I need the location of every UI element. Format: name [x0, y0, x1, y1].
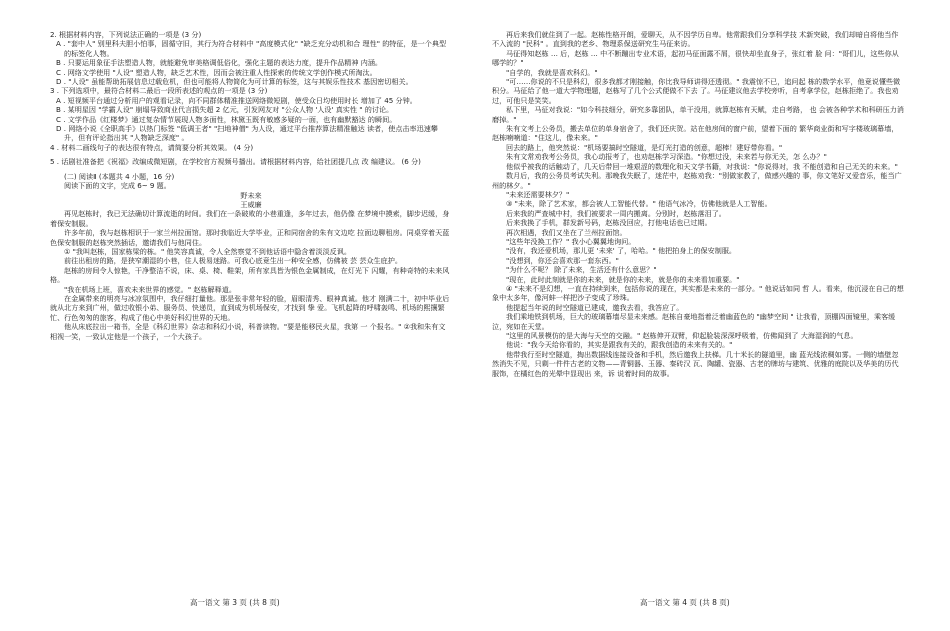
paragraph: 他从床底拉出一箱书，全是《科幻世界》杂志和科幻小说，科普读物。"要是能移民火星，我第 一 个报名。" ②我和朱有文相视一笑，一致认定他是一个孩子，一个大孩子。 — [50, 322, 446, 341]
option-d: D . 网络小说《全职高手》以热门标签 "低调王者" "扫地神僧" 为人设，通过平台推荐算法精准触达 读者，使点击率迅速攀升，但有评论指出其 "人物缺乏深度" 。 — [56, 124, 438, 143]
paragraph: 赵栋的房间令人惊艳，干净整洁不说，床、桌、椅、鞋架，所有家具皆为银色金属制成，在灯光下 闪耀，有种奇特的未来风格。 — [50, 265, 450, 285]
question-4: 4 . 材料二画线句子的表达很有特点，请简要分析其效果。 (4 分) — [50, 142, 254, 152]
question-2-options — [50, 39, 452, 86]
paragraph: 回去的路上，他突然说："机场要搞时空隧道，是灯光打造的创意，超棒！建好带你看。" — [506, 142, 783, 152]
story-text — [50, 209, 452, 341]
paragraph: ③ "未来，除了艺术家，都会被人工智能代替。" 他语气冰冷，仿佛他就是人工智能。 — [506, 199, 772, 209]
page-footer-right: 高一语文 第 4 页 (共 8 页) — [640, 598, 730, 607]
paragraph: "现在，此时此刻就是你的未来，就是你的未来，就是你的未来看加重要。" — [506, 274, 740, 284]
story-text-continued — [492, 30, 904, 378]
paragraph: "为什么不呢？ 除了未来，生活还有什么意思？" — [506, 265, 657, 275]
paragraph: 再后来我们就住到了一起。赵栋性格开朗，爱聊天，从不因学历自卑。他常跟我们分享科学技 术新突破，我们却暗自将他当作不入流的 "民科" 。直到我的老乡、物理系保送研究生马征来访。 — [492, 30, 899, 49]
paragraph: "没想到，你还会喜欢那一套东西。" — [506, 255, 619, 265]
page-footer-left: 高一语文 第 3 页 (共 8 页) — [190, 598, 280, 607]
paragraph: 数月后，我的公务员考试失利。那晚我失眠了，迷茫中，赵栋劝我："别做家教了，做感兴趣的 事，你文笔好又爱音乐，能当广州的林夕。" — [492, 171, 902, 190]
option-a: A . "套中人" 别里科夫胆小怕事，固循守旧，其行为符合材料中 "高度模式化" "缺乏充分动机和合 理性" 的特征，是一个典型的标签化人物。 — [56, 39, 447, 58]
paragraph: 我们乘地铁到机场，巨大的玻璃幕墙尽显未来感。赵栋自豪地指着泛着幽蓝色的 "幽梦空间 " 让我看，顶棚四面镜里，乘客缓泣，宛如在天堂。 — [492, 312, 896, 331]
option-c: C . 文学作品《红楼梦》通过复杂情节展现人物多面性，林黛玉既有敏感多疑的一面，也有幽默豁达 的瞬间。 — [56, 114, 397, 124]
paragraph: 马征得知赵栋 … 后，赵栋 … 中不断蹦出专业术语，起初马征面露不屑，很快却坐直身子，张红着 脸 问："哥们儿，这些你从哪学的？" — [492, 48, 899, 68]
paragraph: ④ "未来不是幻想，一直在持续到来，包括你说的现在，其实都是未来的一部分。" 他说话如同 哲 人。看来，他沉浸在自己的想象中太多年，像河蚌一样把沙子变成了珍珠。 — [492, 283, 904, 303]
question-3: 3 . 下列选项中，最符合材料二最后一段所表述的观点的一项是 (3 分) — [50, 86, 268, 96]
question-2: 2. 根据材料内容，下列说法正确的一项是 (3 分) — [50, 30, 202, 39]
option-b: B . 某明星因 "学霸人设" 崩塌导致商业代言损失超 2 亿元，引发网友对 "公众人物 '人设' 真实性 " 的讨论。 — [56, 105, 394, 115]
option-c: C . 网络文学使用 "人设" 塑造人物，缺乏艺术性，因而会被注重人性探索的传统文学创作模式所淘汰。 — [56, 67, 377, 77]
paragraph: "可……你说的不只是科幻，很多我都才刚接触，你比我导师讲得还透彻。" 我震惊不已，追问起 栋的数学水平，他竟说懂些微积分。马征给了他一道大学物理题，赵栋写了几个公式便做不下去 了。马征建议他去学校旁听，自考拿学位，赵栋拒绝了。我也劝过，可他只是笑笑。 — [492, 77, 901, 105]
paragraph: 朱有文考上公务员，搬去单位的单身宿舍了，我们还庆贺。站在他房间的窗户前，望着下面的 繁华商业街和写字楼玻璃幕墙，赵栋喃喃道："住这儿，像未来。" — [492, 124, 899, 143]
paragraph: "自学的，我就是喜欢科幻。" — [506, 67, 598, 77]
paragraph: "这些年没换工作？" 我小心翼翼地询问。 — [506, 236, 636, 246]
paragraph: 他说："我今天给你看的，其实是跟我有关的，跟我创造的未来有关的。" — [506, 340, 733, 350]
paragraph: 他提起当年说的时空隧道已建成，邀我去看，我答应了。 — [506, 302, 684, 312]
paragraph: "未来还需要林夕？" — [506, 189, 570, 199]
option-b: B . 只要运用象征手法塑造人物，就能避免审美格调低俗化，强化主题的表达力度，提升作品精神 内涵。 — [56, 58, 383, 68]
option-a: A . 短视频平台通过分析用户的观看记录，向不同群体精准推送网络微短剧，使受众日均使用时长 增加了 45 分钟。 — [56, 95, 417, 105]
left-page — [50, 30, 452, 341]
story-author: 王威廉 — [240, 199, 262, 209]
paragraph: "没有，我还爱机场，那儿更 '未来' 了，哈哈。" 他把拍身上的保安制服。 — [506, 246, 737, 256]
reading-instruction: 阅读下面的文字，完成 6~ 9 题。 — [64, 181, 171, 191]
paragraph: 后来我的严查城中村，我们被要求一周内搬离。分别时，赵栋落泪了。 — [506, 208, 726, 218]
paragraph: 私下里，马征对我说："如今科技细分，研究多靠团队，单干没用，就算赵栋有天赋，走自考路， 也 会被各种学术和科研压力消磨掉。" — [492, 105, 904, 124]
paragraph: "我在机场上班，喜欢未来世界的感觉。" 赵栋解释道。 — [64, 284, 236, 294]
question-5: 5 . 话剧社准备把《祝福》改编成微短剧，在学校官方视频号播出。请根据材料内容，给社团提几点 改 编建议。 (6 分) — [50, 157, 421, 167]
option-d: D . "人设" 虽能帮助拓展信息过载危机，但也可能将人物简化为可计算的标签，这与其娱乐性技术 基因密切相关。 — [56, 77, 413, 87]
paragraph: 在金属带来的明亮与冰凉氛围中，我仔细打量他。那是张非常年轻的脸，眉眼清秀、眼神真诚。他才 刚满二十，初中毕业后就从北方来到广州，做过收银小弟、服务员、快递员，直到成为机场保安，才找到 挚 爱。飞机起降的呼啸轰鸣、机场的熙攘繁忙、行色匆匆的旅客，构成了他心中美好科幻世界的天地。 — [50, 293, 450, 322]
paragraph: 后来我换了手机，群发新号码，赵栋没回应，打他电话也已过期。 — [506, 218, 712, 228]
question-3-options — [50, 96, 452, 143]
paragraph: 朱有文常劝我考公务员，我心动报考了，也劝赵栋学习深造。"你想过没，未来若与你无关，怎 么办？" — [506, 152, 827, 162]
paragraph: 再见赵栋时，我已无法确切计算流逝的时间。我们在一条破败的小巷重逢，多年过去，他仍像 在梦境中摸索，脚步迟缓，身着保安制服。 — [50, 209, 450, 228]
paragraph: 前往出租房的路，是狭窄潮湿的小巷，住人极易迷路。可我心底竟生出一种安全感，仿佛被 芸 芸众生庇护。 — [64, 256, 402, 266]
paragraph: "这里的风景模仿的是大海与天空的交融。" 赵栋伸开双臂，仰起脸装深深呼吸着，仿佛闻到了 大海湿润的气息。 — [506, 331, 858, 340]
story-title: 野未来 — [240, 190, 262, 200]
paragraph: ① "我叫赵栋，国家栋梁的栋。" 他笑容真诚，令人全然察觉不到他话语中隐含着淡淡反讽。 — [64, 246, 351, 256]
paragraph: 他带我行至时空隧道，掏出数据线连接设备和手机，然后邀我上扶梯。几十米长的隧道里，幽 蓝光线浓稠如雾。一侧的墙壁忽然消失不见，只剩一件件古老的文物——青铜器、玉器、秦砖汉 瓦、陶罐、瓷器、古老的牌坊与建筑、优雅的庭院以及华美的历代服饰，在橘红色的光晕中显现出 来，诉 说着时间的故事。 — [492, 349, 899, 378]
paragraph: 再次相遇，我们又坐在了兰州拉面馆。 — [506, 227, 627, 237]
section-heading: (二) 阅读Ⅱ (本题共 4 小题，16 分) — [64, 171, 175, 181]
paragraph: 他似乎被我的话触动了，几天后带回一堆艰涩的数理化和天文学书籍，对我说："你说得对，我 不能创造和自己无关的未来。" — [506, 161, 898, 171]
paragraph: 许多年前，我与赵栋相识于一家兰州拉面馆。那时我临近大学毕业，正和同宿舍的朱有文边吃 拉面边聊租房。同桌穿着天蓝色保安制服的赵栋突然插话，邀请我们与他同住。 — [50, 228, 450, 247]
right-page — [492, 30, 904, 378]
